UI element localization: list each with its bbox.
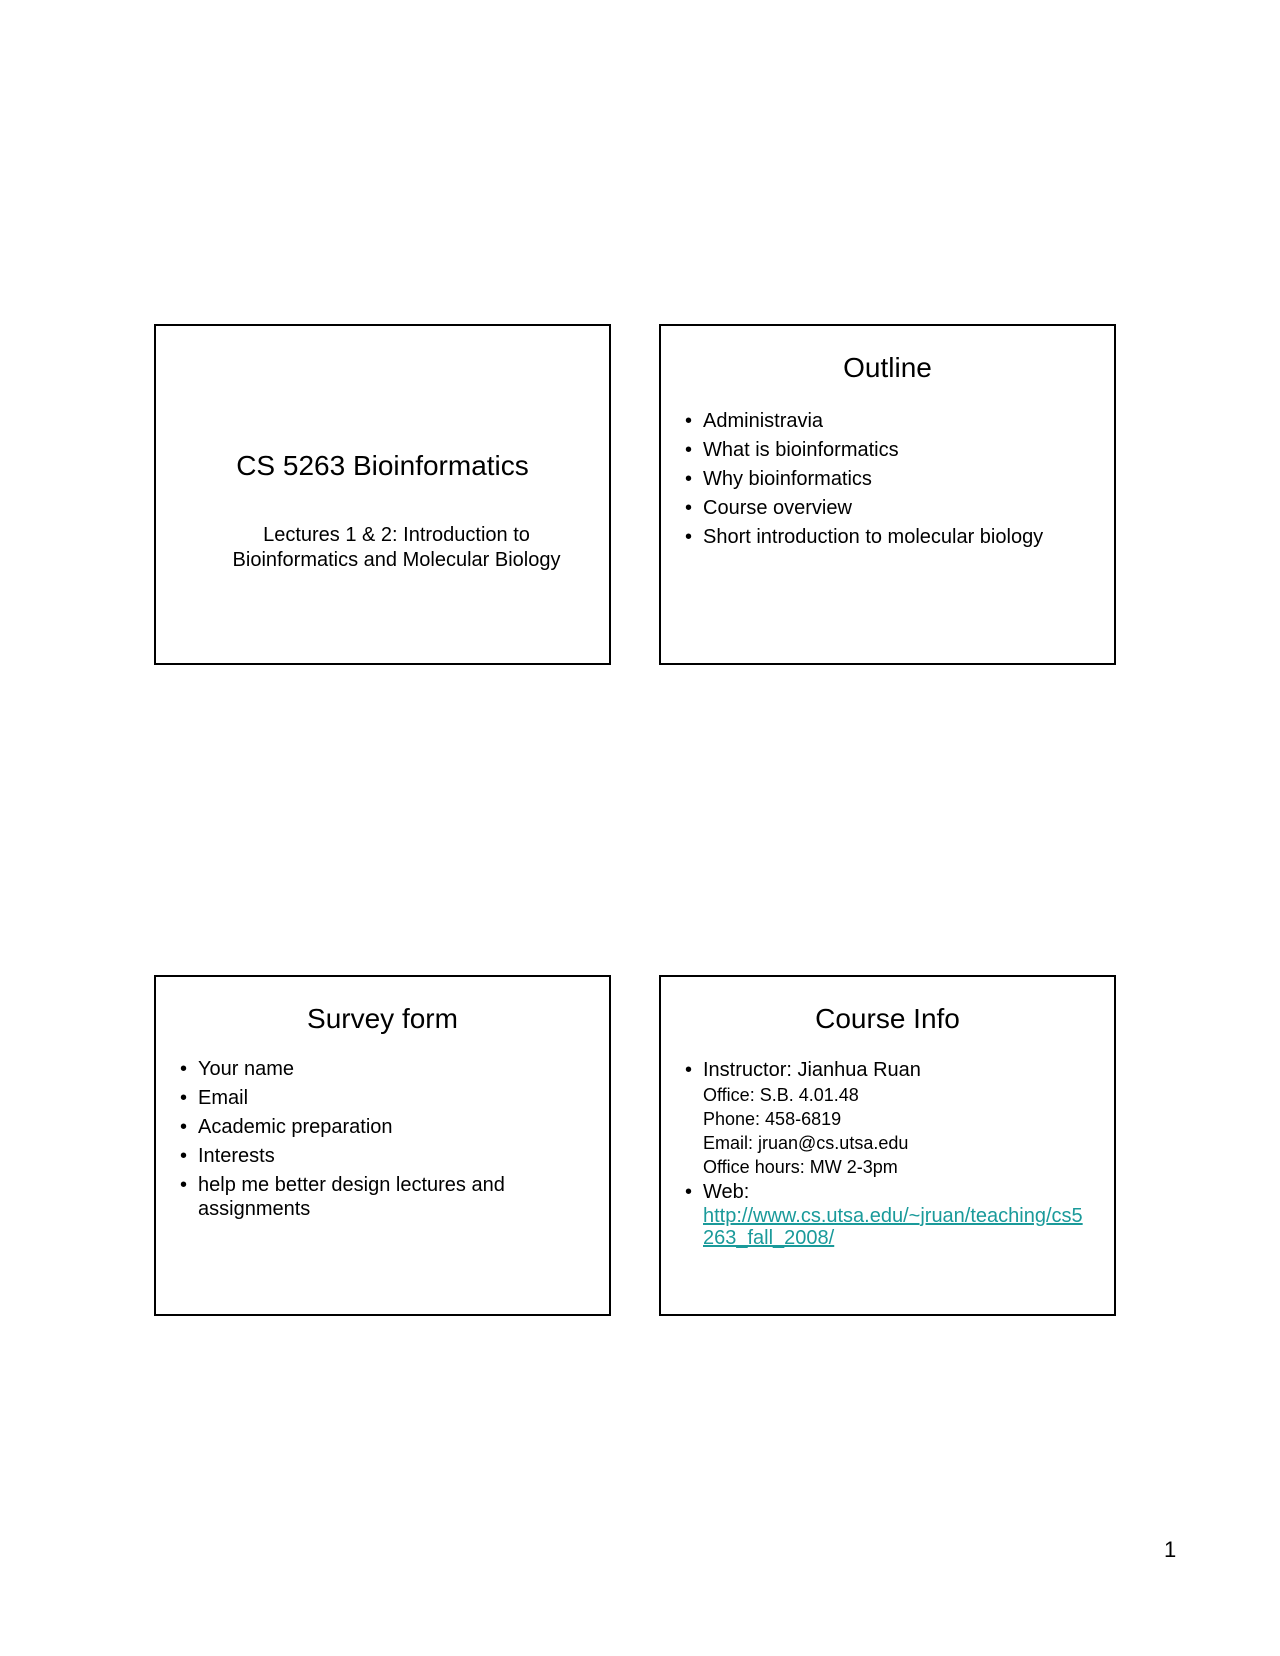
slide-outline bbox=[659, 324, 1116, 665]
office-hours-text: Office hours: MW 2-3pm bbox=[703, 1157, 898, 1177]
list-item: • What is bioinformatics bbox=[681, 436, 1106, 465]
slide-subtitle bbox=[184, 523, 609, 573]
slide-title: Survey form bbox=[307, 1003, 458, 1034]
slide-survey-form bbox=[154, 975, 611, 1316]
subtitle-line: Bioinformatics and Molecular Biology bbox=[232, 549, 561, 571]
page-number: 1 bbox=[1164, 1537, 1177, 1562]
slide-title: Course Info bbox=[815, 1003, 960, 1034]
list-item: • Academic preparation bbox=[176, 1115, 601, 1139]
subtitle-line: Lectures 1 & 2: Introduction to bbox=[263, 524, 530, 546]
list-item: • Your name bbox=[176, 1057, 601, 1081]
slide-title-slide bbox=[154, 324, 611, 665]
list-item: • help me better design lectures and assignments bbox=[176, 1173, 601, 1221]
email-text: Email: jruan@cs.utsa.edu bbox=[703, 1133, 909, 1153]
list-item: • Course overview bbox=[681, 494, 1106, 523]
bullet-list bbox=[681, 407, 1106, 552]
web-label: Web: bbox=[703, 1181, 750, 1203]
bullet-icon: • bbox=[685, 1181, 693, 1203]
list-item: • Administravia bbox=[681, 407, 1106, 436]
web-item bbox=[681, 1179, 1106, 1205]
instructor-text: Instructor: Jianhua Ruan bbox=[703, 1059, 921, 1081]
list-item: • Email bbox=[176, 1086, 601, 1110]
phone-text: Phone: 458-6819 bbox=[703, 1109, 842, 1129]
list-item: • Why bioinformatics bbox=[681, 465, 1106, 494]
course-info-block bbox=[681, 1057, 1106, 1249]
bullet-icon: • bbox=[685, 1059, 693, 1081]
list-item: • Interests bbox=[176, 1144, 601, 1168]
bullet-list bbox=[176, 1057, 601, 1226]
office-text: Office: S.B. 4.01.48 bbox=[703, 1085, 859, 1105]
slide-course-info bbox=[659, 975, 1116, 1316]
list-item: • Short introduction to molecular biology bbox=[681, 523, 1106, 552]
slide-title: CS 5263 Bioinformatics bbox=[236, 450, 529, 481]
course-web-link[interactable]: http://www.cs.utsa.edu/~jruan/teaching/cs5263_fall_2008/ bbox=[703, 1205, 1083, 1249]
slide-title: Outline bbox=[843, 352, 932, 383]
instructor-item bbox=[681, 1057, 1106, 1083]
